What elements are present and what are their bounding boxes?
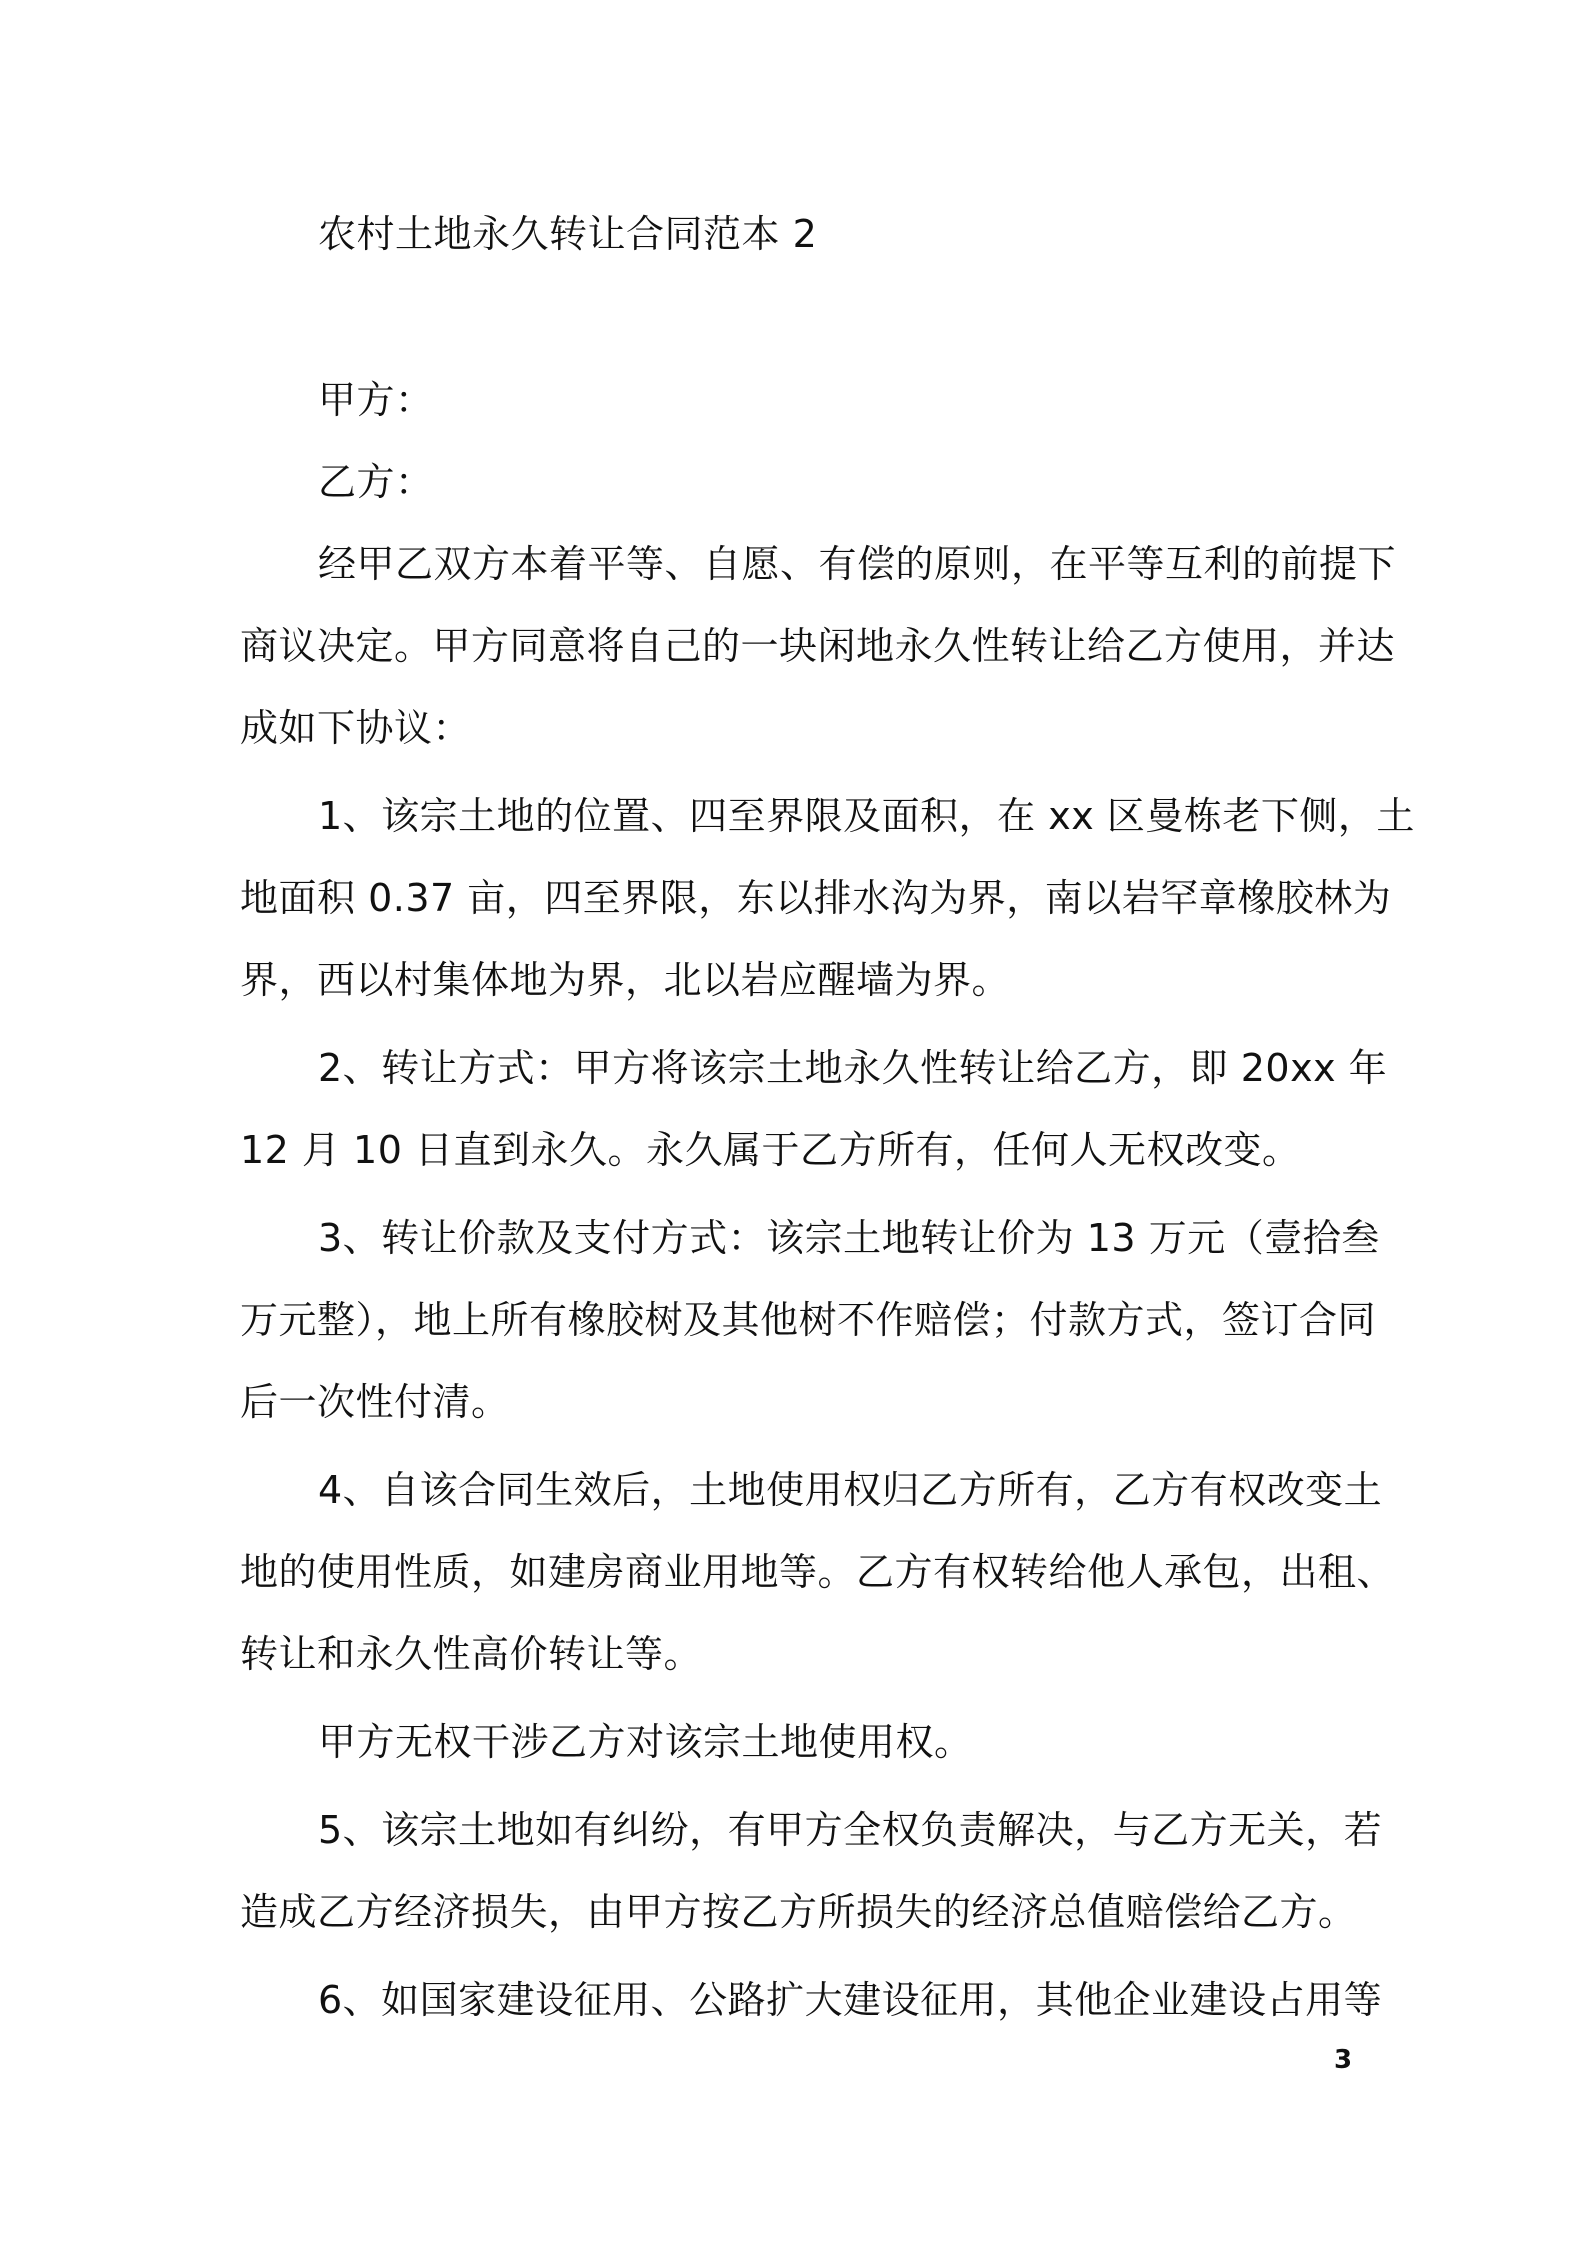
clause-3-line: 万元整），地上所有橡胶树及其他树不作赔偿；付款方式，签订合同 (240, 1298, 1377, 1342)
clause-2-line: 12 月 10 日直到永久。永久属于乙方所有，任何人无权改变。 (240, 1128, 1301, 1172)
clause-1-line: 界，西以村集体地为界，北以岩应醒墙为界。 (240, 958, 1011, 1002)
clause-5-line: 5、该宗土地如有纠纷，有甲方全权负责解决，与乙方无关，若 (318, 1808, 1383, 1852)
party-b-label: 乙方： (318, 460, 434, 504)
intro-line: 商议决定。甲方同意将自己的一块闲地永久性转让给乙方使用，并达 (240, 624, 1396, 668)
clause-3-line: 后一次性付清。 (240, 1380, 510, 1424)
intro-line: 经甲乙双方本着平等、自愿、有偿的原则，在平等互利的前提下 (318, 542, 1397, 586)
clause-3-line: 3、转让价款及支付方式：该宗土地转让价为 13 万元（壹拾叁 (318, 1216, 1380, 1260)
clause-1-line: 1、该宗土地的位置、四至界限及面积，在 xx 区曼栋老下侧，土 (318, 794, 1415, 838)
intro-line: 成如下协议： (240, 706, 472, 750)
party-a-label: 甲方： (318, 378, 434, 422)
clause-6-line: 6、如国家建设征用、公路扩大建设征用，其他企业建设占用等 (318, 1978, 1383, 2022)
clause-1-line: 地面积 0.37 亩，四至界限，东以排水沟为界，南以岩罕章橡胶林为 (240, 876, 1392, 920)
clause-4-line: 地的使用性质，如建房商业用地等。乙方有权转给他人承包，出租、 (240, 1550, 1396, 1594)
clause-4-note: 甲方无权干涉乙方对该宗土地使用权。 (318, 1720, 973, 1764)
clause-4-line: 转让和永久性高价转让等。 (240, 1632, 703, 1676)
clause-2-line: 2、转让方式：甲方将该宗土地永久性转让给乙方，即 20xx 年 (318, 1046, 1388, 1090)
clause-5-line: 造成乙方经济损失，由甲方按乙方所损失的经济总值赔偿给乙方。 (240, 1890, 1357, 1934)
page-number: 3 (1334, 2045, 1353, 2075)
clause-4-line: 4、自该合同生效后，土地使用权归乙方所有，乙方有权改变土 (318, 1468, 1383, 1512)
document-title: 农村土地永久转让合同范本 2 (318, 212, 818, 256)
